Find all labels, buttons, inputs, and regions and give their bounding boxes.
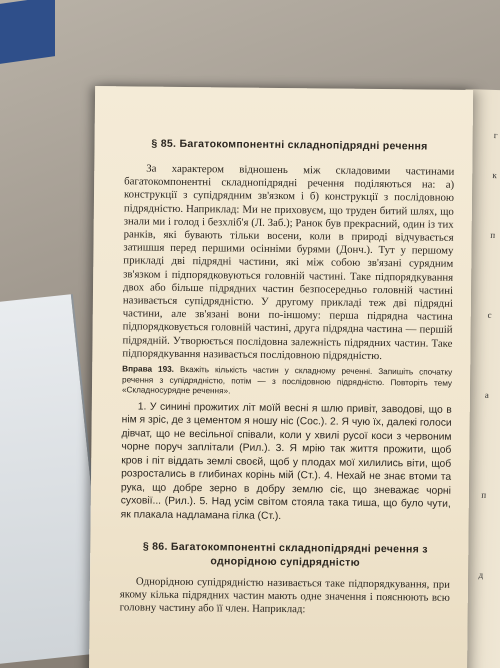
section-85-body (122, 162, 454, 363)
page-edge-letter: п (481, 489, 487, 500)
page-edge-letter: к (492, 169, 498, 181)
exercise-label: Вправа 193. (122, 364, 175, 374)
book-page (89, 86, 473, 668)
section-86-paragraph: Однорідною супідрядністю називається таке підпорядкування, при якому кілька підрядних частин мають одне значення і пояснюють всю головну частину або її член. Наприклад: (119, 575, 451, 616)
blue-object (0, 0, 55, 64)
section-86-title: § 86. Багатокомпонентні складнопідрядні речення з однорідною супідрядністю (142, 540, 428, 569)
section-85-paragraph: За характером відношень між складовими частинами багатокомпонентні складнопідрядні речення поділяються на: а) конструкції з супідрядним зв'язком і б) конструкції з послідовною підрядністю. Наприклад: Ми не приховуєм, що труден битий шлях, що знали ми і голод і безхліб'я (Л. Заб.); Ранок був прекрасний, один із тих ранків, які бувають тільки восени, коли в природі відчувається затишшя перед першими осінніми бурями (Донч.). Тут у першому прикладі дві підрядні частини, які між собою зв'язані сурядним зв'язком і підпорядковуються головній частині. Таке підпорядкування двох або більше підрядних частин безпосередньо головній частині називається супідрядністю. У другому прикладі теж дві підрядні частини, але зв'язані вони по-іншому: перша підрядна частина підпорядковується головній частині, друга підрядна частина — першій підрядній. Утворюється послідовна залежність підрядних частин. Таке підпорядкування називається послідовною підрядністю. (122, 162, 455, 362)
page-content (120, 136, 455, 618)
exercise-sentences: 1. У синині прожитих літ моїй весні я шлю привіт, заводові, що в нім я зріс, де з цементом я ношу ніс (Сос.). 2. Я чую їх, далекі голоси дівчат, що не весільної співали, коли у хвилі русої коси з червоним чорне поруч заплітали (Рил.). 3. Я мрію так життя прожити, щоб кров і піт віддать землі своєй, щоб у плодах мої хилились віти, щоб розростались в глибинах корінь мій (Ст.). 4. Нехай не знає втоми та рука, що добре зерно в добру землю сіє, що зневажає чорні суховії... (Рил.). 5. Над усім світом стояла така тиша, що було чути, як плакала надламана гілка (Ст.). (120, 401, 452, 522)
section-85-title: § 85. Багатокомпонентні складнопідрядні речення (151, 137, 428, 153)
page-edge-letter: г (493, 129, 498, 141)
page-edge-letter: д (478, 569, 484, 580)
page-edge-letter: а (484, 389, 490, 400)
section-86-body (120, 575, 450, 618)
page-edge-letter: п (490, 229, 496, 241)
page-edge-letter: с (487, 309, 492, 321)
exercise-instructions: Вкажіть кількість частин у складному реченні. Запишіть спочатку речення з супідрядністю, потім — з послідовною підрядністю. Повторіть тему «Складносурядне речення». (121, 364, 453, 396)
exercise-items (121, 400, 452, 525)
exercise-193 (122, 364, 452, 399)
